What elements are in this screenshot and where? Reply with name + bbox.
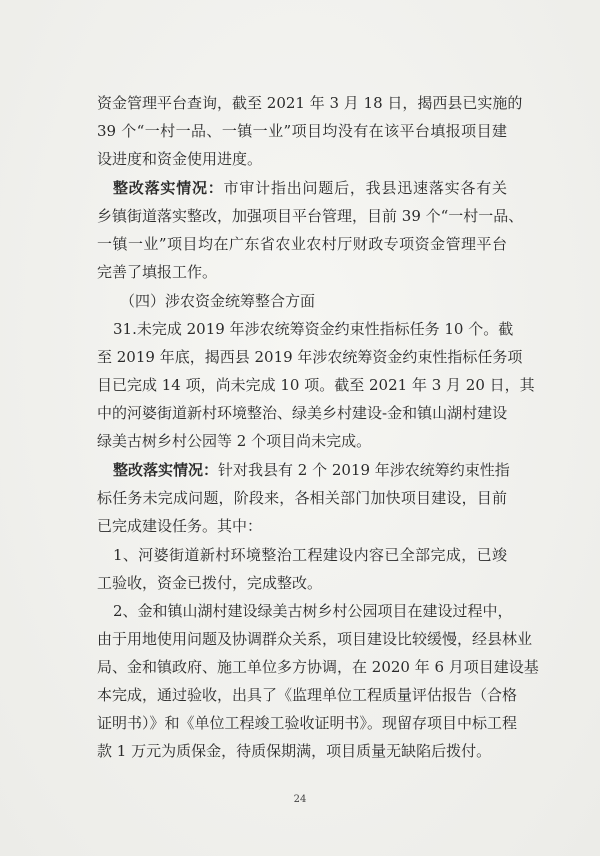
section-heading: （四）涉农资金统筹整合方面	[120, 292, 316, 310]
body-line: 31.未完成 2019 年涉农统筹资金约束性指标任务 10 个。截	[113, 320, 514, 338]
body-line: 目已完成 14 项，尚未完成 10 项。截至 2021 年 3 月 20 日，其	[97, 376, 535, 394]
line-text: 针对我县有 2 个 2019 年涉农统筹约束性指	[218, 461, 510, 479]
body-line: 款 1 万元为质保金，待质保期满，项目质量无缺陷后拨付。	[97, 742, 492, 760]
body-line: 证明书）》和《单位工程竣工验收证明书》。现留存项目中标工程	[97, 714, 518, 732]
page-number: 24	[293, 794, 307, 805]
section-label: 整改落实情况：	[113, 461, 219, 479]
body-line: 2、金和镇山湖村建设绿美古树乡村公园项目在建设过程中，	[113, 602, 513, 620]
section-label: 整改落实情况：	[113, 179, 224, 197]
body-line: 一镇一业”项目均在广东省农业农村厅财政专项资金管理平台	[97, 235, 507, 253]
body-line: 资金管理平台查询，截至 2021 年 3 月 18 日，揭西县已实施的	[97, 94, 523, 112]
body-line	[113, 178, 507, 198]
body-line: 设进度和资金使用进度。	[97, 150, 263, 168]
body-line: 至 2019 年底，揭西县 2019 年涉农统筹资金约束性指标任务项	[97, 348, 523, 366]
body-line: 绿美古树乡村公园等 2 个项目尚未完成。	[97, 432, 372, 450]
body-line: 工验收，资金已拨付，完成整改。	[97, 574, 323, 592]
body-line: 乡镇街道落实整改，加强项目平台管理，目前 39 个“一村一品、	[97, 207, 524, 225]
body-line: 中的河婆街道新村环境整治、绿美乡村建设-金和镇山湖村建设	[97, 404, 508, 422]
body-line: 本完成，通过验收，出具了《监理单位工程质量评估报告（合格	[97, 686, 518, 704]
body-line	[113, 460, 510, 480]
body-line: 局、金和镇政府、施工单位多方协调，在 2020 年 6 月项目建设基	[97, 658, 539, 676]
body-line: 由于用地使用问题及协调群众关系，项目建设比较缓慢，经县林业	[97, 630, 533, 648]
line-text: 市审计指出问题后，我县迅速落实各有关	[223, 179, 507, 197]
body-line: 完善了填报工作。	[97, 263, 218, 281]
body-line: 标任务未完成问题，阶段来，各相关部门加快项目建设，目前	[97, 489, 507, 507]
body-line: 39 个“一村一品、一镇一业”项目均没有在该平台填报项目建	[97, 122, 507, 140]
body-line: 1、河婆街道新村环境整治工程建设内容已全部完成，已竣	[113, 546, 507, 564]
body-line: 已完成建设任务。其中：	[97, 517, 263, 535]
